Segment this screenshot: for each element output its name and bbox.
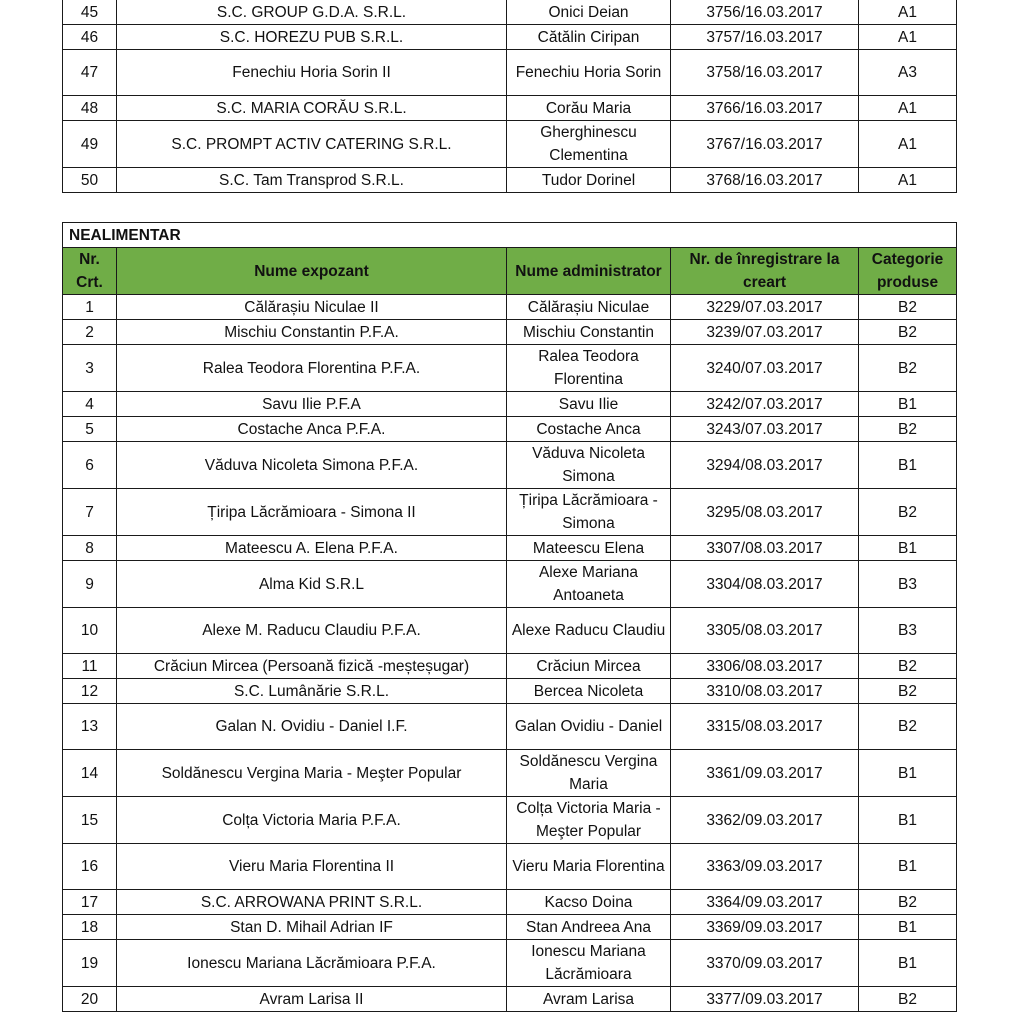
cell-inregistrare: 3364/09.03.2017 (671, 890, 859, 915)
table-row (63, 489, 957, 536)
cell-expozant: Stan D. Mihail Adrian IF (117, 915, 507, 940)
cell-administrator: Văduva Nicoleta Simona (507, 442, 671, 489)
cell-nr: 16 (63, 844, 117, 890)
cell-inregistrare: 3370/09.03.2017 (671, 940, 859, 987)
cell-categorie: B2 (859, 890, 957, 915)
cell-expozant: Ionescu Mariana Lăcrămioara P.F.A. (117, 940, 507, 987)
cell-categorie: A1 (859, 0, 957, 25)
cell-inregistrare: 3294/08.03.2017 (671, 442, 859, 489)
table-row (63, 679, 957, 704)
cell-expozant: Colța Victoria Maria P.F.A. (117, 797, 507, 844)
cell-administrator: Colța Victoria Maria - Meşter Popular (507, 797, 671, 844)
cell-nr: 4 (63, 392, 117, 417)
cell-categorie: B2 (859, 704, 957, 750)
table-row (63, 797, 957, 844)
cell-administrator: Mateescu Elena (507, 536, 671, 561)
cell-categorie: B1 (859, 844, 957, 890)
cell-nr: 17 (63, 890, 117, 915)
exhibitors-table-alimentar-continued (62, 0, 957, 193)
cell-categorie: A1 (859, 168, 957, 193)
cell-administrator: Avram Larisa (507, 987, 671, 1012)
cell-expozant: Avram Larisa II (117, 987, 507, 1012)
cell-categorie: A1 (859, 121, 957, 168)
cell-nr: 18 (63, 915, 117, 940)
cell-categorie: A3 (859, 50, 957, 96)
cell-nr: 50 (63, 168, 117, 193)
cell-administrator: Tudor Dorinel (507, 168, 671, 193)
table-row (63, 121, 957, 168)
cell-expozant: Ralea Teodora Florentina P.F.A. (117, 345, 507, 392)
cell-expozant: Mischiu Constantin P.F.A. (117, 320, 507, 345)
cell-nr: 2 (63, 320, 117, 345)
cell-expozant: Țiripa Lăcrămioara - Simona II (117, 489, 507, 536)
cell-nr: 6 (63, 442, 117, 489)
section-title-row (63, 223, 957, 248)
cell-categorie: B1 (859, 940, 957, 987)
cell-inregistrare: 3758/16.03.2017 (671, 50, 859, 96)
cell-categorie: B2 (859, 295, 957, 320)
cell-administrator: Vieru Maria Florentina (507, 844, 671, 890)
cell-inregistrare: 3306/08.03.2017 (671, 654, 859, 679)
cell-inregistrare: 3757/16.03.2017 (671, 25, 859, 50)
cell-expozant: Costache Anca P.F.A. (117, 417, 507, 442)
table-row (63, 0, 957, 25)
cell-nr: 13 (63, 704, 117, 750)
cell-categorie: B2 (859, 654, 957, 679)
header-nr: Nr. Crt. (63, 248, 117, 295)
cell-nr: 1 (63, 295, 117, 320)
cell-administrator: Crăciun Mircea (507, 654, 671, 679)
cell-administrator: Savu Ilie (507, 392, 671, 417)
cell-inregistrare: 3243/07.03.2017 (671, 417, 859, 442)
cell-categorie: A1 (859, 96, 957, 121)
cell-administrator: Kacso Doina (507, 890, 671, 915)
cell-expozant: S.C. PROMPT ACTIV CATERING S.R.L. (117, 121, 507, 168)
cell-inregistrare: 3377/09.03.2017 (671, 987, 859, 1012)
cell-inregistrare: 3242/07.03.2017 (671, 392, 859, 417)
cell-expozant: S.C. MARIA CORĂU S.R.L. (117, 96, 507, 121)
cell-administrator: Corău Maria (507, 96, 671, 121)
table-row (63, 96, 957, 121)
table-row (63, 295, 957, 320)
table-row (63, 890, 957, 915)
header-inregistrare: Nr. de înregistrare la creart (671, 248, 859, 295)
header-expozant: Nume expozant (117, 248, 507, 295)
table-row (63, 536, 957, 561)
table-row (63, 417, 957, 442)
cell-administrator: Mischiu Constantin (507, 320, 671, 345)
cell-categorie: B1 (859, 392, 957, 417)
cell-categorie: B2 (859, 417, 957, 442)
cell-administrator: Cătălin Ciripan (507, 25, 671, 50)
cell-administrator: Bercea Nicoleta (507, 679, 671, 704)
table-row (63, 844, 957, 890)
cell-nr: 7 (63, 489, 117, 536)
cell-expozant: S.C. GROUP G.D.A. S.R.L. (117, 0, 507, 25)
cell-nr: 19 (63, 940, 117, 987)
table-row (63, 168, 957, 193)
table-row (63, 25, 957, 50)
cell-inregistrare: 3229/07.03.2017 (671, 295, 859, 320)
cell-administrator: Galan Ovidiu - Daniel (507, 704, 671, 750)
cell-inregistrare: 3767/16.03.2017 (671, 121, 859, 168)
table-row (63, 654, 957, 679)
cell-inregistrare: 3295/08.03.2017 (671, 489, 859, 536)
cell-administrator: Călărașiu Niculae (507, 295, 671, 320)
cell-administrator: Alexe Mariana Antoaneta (507, 561, 671, 608)
cell-expozant: Savu Ilie P.F.A (117, 392, 507, 417)
cell-administrator: Fenechiu Horia Sorin (507, 50, 671, 96)
cell-inregistrare: 3315/08.03.2017 (671, 704, 859, 750)
table-row (63, 392, 957, 417)
cell-nr: 5 (63, 417, 117, 442)
cell-inregistrare: 3756/16.03.2017 (671, 0, 859, 25)
cell-nr: 9 (63, 561, 117, 608)
header-administrator: Nume administrator (507, 248, 671, 295)
cell-nr: 20 (63, 987, 117, 1012)
cell-inregistrare: 3362/09.03.2017 (671, 797, 859, 844)
cell-expozant: Fenechiu Horia Sorin II (117, 50, 507, 96)
cell-expozant: Vieru Maria Florentina II (117, 844, 507, 890)
section-title: NEALIMENTAR (63, 223, 957, 248)
cell-nr: 14 (63, 750, 117, 797)
cell-nr: 46 (63, 25, 117, 50)
cell-categorie: B2 (859, 679, 957, 704)
cell-inregistrare: 3361/09.03.2017 (671, 750, 859, 797)
cell-categorie: B3 (859, 608, 957, 654)
cell-administrator: Alexe Raducu Claudiu (507, 608, 671, 654)
cell-inregistrare: 3305/08.03.2017 (671, 608, 859, 654)
cell-categorie: B1 (859, 750, 957, 797)
table-row (63, 442, 957, 489)
cell-administrator: Costache Anca (507, 417, 671, 442)
table-row (63, 940, 957, 987)
cell-inregistrare: 3768/16.03.2017 (671, 168, 859, 193)
cell-categorie: B2 (859, 987, 957, 1012)
nealimentar-body (63, 295, 957, 1012)
cell-nr: 48 (63, 96, 117, 121)
cell-nr: 49 (63, 121, 117, 168)
table-row (63, 987, 957, 1012)
cell-categorie: B2 (859, 489, 957, 536)
cell-administrator: Stan Andreea Ana (507, 915, 671, 940)
cell-expozant: Alexe M. Raducu Claudiu P.F.A. (117, 608, 507, 654)
cell-inregistrare: 3363/09.03.2017 (671, 844, 859, 890)
cell-expozant: Văduva Nicoleta Simona P.F.A. (117, 442, 507, 489)
cell-inregistrare: 3307/08.03.2017 (671, 536, 859, 561)
cell-expozant: S.C. Tam Transprod S.R.L. (117, 168, 507, 193)
cell-nr: 15 (63, 797, 117, 844)
table-row (63, 320, 957, 345)
cell-inregistrare: 3240/07.03.2017 (671, 345, 859, 392)
table-row (63, 608, 957, 654)
cell-expozant: Alma Kid S.R.L (117, 561, 507, 608)
table-row (63, 345, 957, 392)
cell-categorie: B2 (859, 320, 957, 345)
cell-expozant: S.C. ARROWANA PRINT S.R.L. (117, 890, 507, 915)
cell-administrator: Ionescu Mariana Lăcrămioara (507, 940, 671, 987)
table-row (63, 750, 957, 797)
cell-inregistrare: 3239/07.03.2017 (671, 320, 859, 345)
table-row (63, 915, 957, 940)
cell-nr: 10 (63, 608, 117, 654)
table-row (63, 704, 957, 750)
cell-administrator: Țiripa Lăcrămioara - Simona (507, 489, 671, 536)
cell-nr: 8 (63, 536, 117, 561)
cell-expozant: Mateescu A. Elena P.F.A. (117, 536, 507, 561)
cell-categorie: B1 (859, 797, 957, 844)
cell-expozant: Soldănescu Vergina Maria - Meşter Popular (117, 750, 507, 797)
cell-categorie: B2 (859, 345, 957, 392)
cell-inregistrare: 3304/08.03.2017 (671, 561, 859, 608)
cell-expozant: Crăciun Mircea (Persoană fizică -meșteșugar) (117, 654, 507, 679)
cell-administrator: Onici Deian (507, 0, 671, 25)
cell-inregistrare: 3766/16.03.2017 (671, 96, 859, 121)
table-row (63, 561, 957, 608)
cell-categorie: A1 (859, 25, 957, 50)
cell-administrator: Gherghinescu Clementina (507, 121, 671, 168)
cell-categorie: B1 (859, 536, 957, 561)
header-row (63, 248, 957, 295)
cell-expozant: Galan N. Ovidiu - Daniel I.F. (117, 704, 507, 750)
exhibitors-table-nealimentar (62, 222, 957, 1012)
cell-nr: 45 (63, 0, 117, 25)
cell-nr: 47 (63, 50, 117, 96)
cell-inregistrare: 3369/09.03.2017 (671, 915, 859, 940)
cell-administrator: Ralea Teodora Florentina (507, 345, 671, 392)
cell-administrator: Soldănescu Vergina Maria (507, 750, 671, 797)
cell-expozant: S.C. Lumânărie S.R.L. (117, 679, 507, 704)
cell-inregistrare: 3310/08.03.2017 (671, 679, 859, 704)
table-row (63, 50, 957, 96)
cell-nr: 3 (63, 345, 117, 392)
header-categorie: Categorie produse (859, 248, 957, 295)
cell-nr: 11 (63, 654, 117, 679)
cell-nr: 12 (63, 679, 117, 704)
cell-expozant: Călărașiu Niculae II (117, 295, 507, 320)
cell-categorie: B1 (859, 442, 957, 489)
cell-categorie: B1 (859, 915, 957, 940)
cell-categorie: B3 (859, 561, 957, 608)
cell-expozant: S.C. HOREZU PUB S.R.L. (117, 25, 507, 50)
